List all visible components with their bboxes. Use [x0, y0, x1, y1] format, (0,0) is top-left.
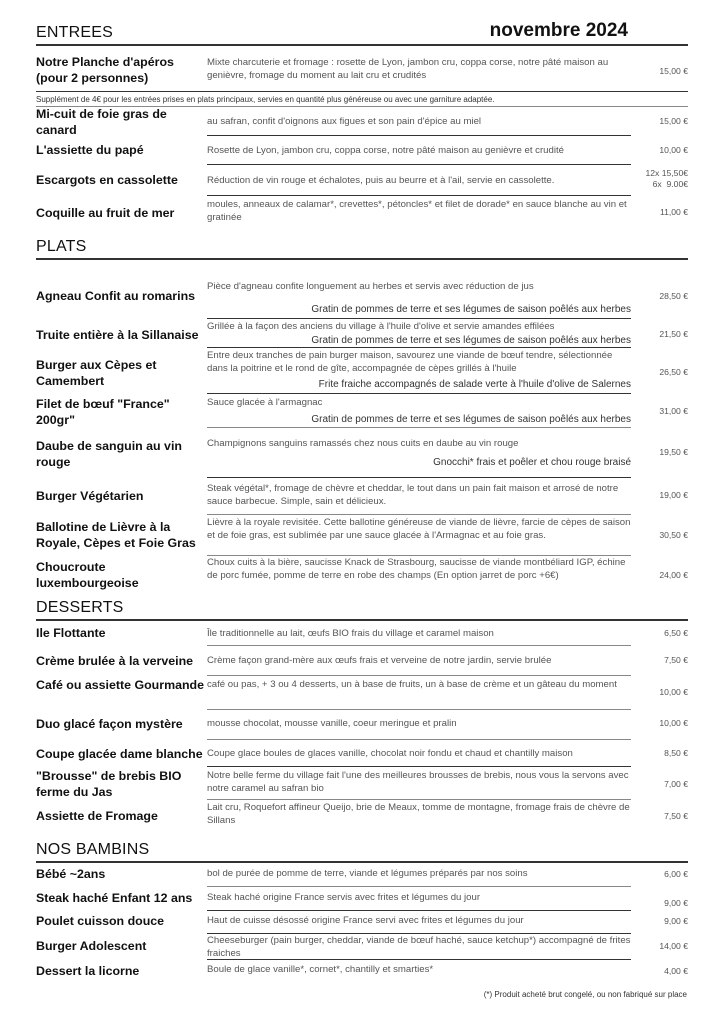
divider	[207, 799, 631, 800]
entrees-header	[36, 20, 688, 46]
divider	[207, 910, 631, 911]
item-name: Coquille au fruit de mer	[36, 206, 175, 220]
item-main-desc: Grillée à la façon des anciens du village à l'huile d'olive et servie amandes effilées	[207, 321, 555, 332]
item-side: Gratin de pommes de terre et ses légumes de saison poêlés aux herbes	[311, 304, 631, 315]
item-name: Café ou assiette Gourmande	[36, 678, 205, 692]
item-name: Ile Flottante	[36, 626, 106, 640]
bambins-header	[36, 841, 688, 863]
item-price: 26,50 €	[659, 367, 688, 377]
item-price: 10,00 €	[659, 145, 688, 155]
item-side: Gratin de pommes de terre et ses légumes de saison poêlés aux herbes	[311, 335, 631, 346]
month-title: novembre 2024	[489, 20, 628, 41]
menu-item	[36, 166, 688, 194]
item-name: Coupe glacée dame blanche	[36, 747, 203, 761]
item-description: moules, anneaux de calamar*, crevettes*, pétoncles* et filet de dorade* en sauce blanche au vin et gratinée	[207, 199, 627, 223]
item-name: Burger Végétarien	[36, 489, 144, 503]
price-12: 12x 15,50€	[645, 168, 688, 178]
item-description: Réduction de vin rouge et échalotes, puis au beurre et à l'ail, servie en cassolette.	[207, 175, 555, 186]
item-price: 21,50 €	[659, 329, 688, 339]
menu-item	[36, 625, 688, 645]
item-price: 6,00 €	[664, 869, 688, 879]
item-main-desc: Sauce glacée à l'armagnac	[207, 397, 323, 408]
section-title-bambins: NOS BAMBINS	[36, 841, 150, 858]
item-price: 7,50 €	[664, 811, 688, 821]
item-price: 19,50 €	[659, 447, 688, 457]
item-description	[207, 396, 631, 426]
divider	[207, 886, 631, 887]
item-description: café ou pas, + 3 ou 4 desserts, un à base de fruits, un à base de crème et un gâteau du moment	[207, 679, 617, 690]
item-name: Crème brulée à la verveine	[36, 654, 194, 668]
item-description: Lièvre à la royale revisitée. Cette ballotine généreuse de viande de lièvre, farcie de cèpes de saison et de foie gras, est sublimée par une sauce glacée à l'Armagnac et au foie gras.	[207, 517, 631, 541]
divider	[207, 959, 631, 960]
price-6: 6x 9.00€	[652, 179, 688, 189]
item-description: Steak végétal*, fromage de chèvre et cheddar, le tout dans un pain fait maison et arrosé de notre sauce barbecue. Simple, sain et délicieux.	[207, 483, 619, 507]
menu-item	[36, 890, 688, 910]
item-price: 9,00 €	[664, 898, 688, 908]
item-price: 15,00 €	[659, 116, 688, 126]
item-side: Gratin de pommes de terre et ses légumes de saison poêlés aux herbes	[311, 414, 631, 425]
item-description: Cheeseburger (pain burger, cheddar, viande de bœuf haché, sauce ketchup*) accompagné de frites fraiches	[207, 935, 631, 959]
item-description: Notre belle ferme du village fait l'une des meilleures brousses de brebis, nous vous la servons avec notre caramel au safran bio	[207, 770, 629, 794]
item-price: 7,00 €	[664, 779, 688, 789]
divider	[207, 766, 631, 767]
menu-item	[36, 54, 688, 90]
item-price	[618, 168, 688, 190]
item-price: 9,00 €	[664, 916, 688, 926]
item-main-desc: Champignons sanguins ramassés chez nous cuits en daube au vin rouge	[207, 438, 519, 449]
plats-header	[36, 238, 688, 260]
item-description: Coupe glace boules de glaces vanille, chocolat noir fondu et chaud et chantilly maison	[207, 748, 573, 759]
item-description: Steak haché origine France servis avec frites et légumes du jour	[207, 892, 481, 903]
item-price: 4,00 €	[664, 966, 688, 976]
menu-item	[36, 716, 688, 736]
item-description: Crème façon grand-mère aux œufs frais et verveine de notre jardin, servie brulée	[207, 655, 552, 666]
menu-item	[36, 746, 688, 766]
item-price: 8,50 €	[664, 748, 688, 758]
item-price: 31,00 €	[659, 406, 688, 416]
supplement-note: Supplément de 4€ pour les entrées prises en plats principaux, servies en quantité plus généreuse ou avec une garniture adaptée.	[36, 95, 495, 104]
section-title-plats: PLATS	[36, 238, 87, 255]
item-name: Burger Adolescent	[36, 939, 147, 953]
item-description: mousse chocolat, mousse vanille, coeur meringue et pralin	[207, 718, 457, 729]
menu-item	[36, 653, 688, 673]
menu-item	[36, 395, 688, 427]
item-description: Lait cru, Roquefort affineur Queijo, brie de Meaux, tomme de montagne, fromage frais de chèvre de Sillans	[207, 802, 630, 826]
item-name: Duo glacé façon mystère	[36, 717, 183, 731]
divider	[207, 709, 631, 710]
menu-item	[36, 913, 688, 933]
item-price: 14,00 €	[659, 941, 688, 951]
item-description: bol de purée de pomme de terre, viande et légumes préparés par nos soins	[207, 868, 528, 879]
item-name: Bébé ~2ans	[36, 867, 106, 881]
menu-item	[36, 963, 688, 983]
divider	[207, 195, 631, 196]
divider	[207, 739, 631, 740]
menu-item	[36, 142, 688, 162]
item-name: Filet de bœuf "France" 200gr"	[36, 397, 170, 427]
divider	[207, 164, 631, 165]
item-price: 28,50 €	[659, 291, 688, 301]
item-description	[207, 320, 631, 347]
item-side: Frite fraiche accompagnés de salade verte à l'huile d'olive de Salernes	[318, 379, 631, 390]
item-name: Daube de sanguin au vin rouge	[36, 439, 182, 469]
item-price: 11,00 €	[659, 207, 688, 217]
item-main-desc: Entre deux tranches de pain burger maison, savourez une viande de bœuf tendre, sélectionnée dans la poitrine et le rond de gîte, accompagnée de cèpes grillés à l'huile	[207, 350, 613, 374]
divider	[207, 135, 631, 136]
divider	[207, 675, 631, 676]
item-name: Poulet cuisson douce	[36, 914, 165, 928]
divider	[207, 645, 631, 646]
item-name: Truite entière à la Sillanaise	[36, 328, 199, 342]
item-description	[207, 280, 631, 316]
desserts-header	[36, 599, 688, 621]
item-price: 15,00 €	[659, 66, 688, 76]
item-description: Choux cuits à la bière, saucisse Knack de Strasbourg, saucisse de viande montbéliard IGP, échine de porc fumée, pomme de terre en robe des champs (En option jarret de porc +6€)	[207, 557, 626, 581]
item-description: au safran, confit d'oignons aux figues et son pain d'épice au miel	[207, 116, 482, 127]
menu-item	[36, 866, 688, 886]
item-name: "Brousse" de brebis BIO ferme du Jas	[36, 769, 182, 799]
item-name: Ballotine de Lièvre à la Royale, Cèpes et Foie Gras	[36, 520, 196, 550]
item-name: Choucroute luxembourgeoise	[36, 560, 139, 590]
menu-item	[36, 677, 688, 709]
item-price: 7,50 €	[664, 655, 688, 665]
item-name: Escargots en cassolette	[36, 173, 178, 187]
item-price: 30,50 €	[659, 530, 688, 540]
item-name: Steak haché Enfant 12 ans	[36, 891, 193, 905]
menu-item	[36, 516, 688, 556]
item-name: Agneau Confit au romarins	[36, 289, 196, 303]
menu-item	[36, 768, 688, 798]
divider	[207, 393, 631, 394]
menu-item	[36, 482, 688, 512]
menu-item	[36, 319, 688, 347]
menu-item	[36, 801, 688, 831]
menu-item	[36, 349, 688, 393]
item-description	[207, 349, 631, 391]
section-title-entrees: ENTREES	[36, 24, 113, 41]
divider	[207, 514, 631, 515]
item-main-desc: Pièce d'agneau confite longuement au herbes et servis avec réduction de jus	[207, 281, 534, 292]
item-price: 10,00 €	[659, 687, 688, 697]
item-description: Boule de glace vanille*, cornet*, chantilly et smarties*	[207, 964, 434, 975]
divider	[207, 347, 631, 348]
item-price: 6,50 €	[664, 628, 688, 638]
item-name: Burger aux Cèpes et Camembert	[36, 358, 157, 388]
item-name: Dessert la licorne	[36, 964, 140, 978]
item-description: Île traditionnelle au lait, œufs BIO frais du village et caramel maison	[207, 628, 494, 639]
item-description: Mixte charcuterie et fromage : rosette de Lyon, jambon cru, coppa corse, notre pâté maison au genièvre, fromage du moment au lait cru et crudités	[207, 57, 609, 81]
section-title-desserts: DESSERTS	[36, 599, 124, 616]
item-price: 10,00 €	[659, 718, 688, 728]
menu-item	[36, 556, 688, 596]
item-name: Assiette de Fromage	[36, 809, 158, 823]
item-name: Notre Planche d'apéros (pour 2 personnes)	[36, 55, 174, 85]
item-price: 19,00 €	[659, 490, 688, 500]
item-description	[207, 437, 631, 469]
menu-item	[36, 934, 688, 962]
divider	[207, 477, 631, 478]
item-name: Mi-cuit de foie gras de canard	[36, 107, 167, 137]
item-description: Rosette de Lyon, jambon cru, coppa corse, notre pâté maison au genièvre et crudité	[207, 145, 564, 156]
footnote: (*) Produit acheté brut congelé, ou non fabriqué sur place	[483, 990, 687, 999]
menu-item	[36, 278, 688, 318]
item-side: Gnocchi* frais et poêler et chou rouge braisé	[433, 457, 631, 468]
item-name: L'assiette du papé	[36, 143, 144, 157]
menu-item	[36, 198, 688, 228]
divider	[36, 91, 688, 92]
item-description: Haut de cuisse désossé origine France servi avec frites et légumes du jour	[207, 915, 524, 926]
menu-item	[36, 435, 688, 477]
item-price: 24,00 €	[659, 570, 688, 580]
divider	[207, 427, 631, 428]
